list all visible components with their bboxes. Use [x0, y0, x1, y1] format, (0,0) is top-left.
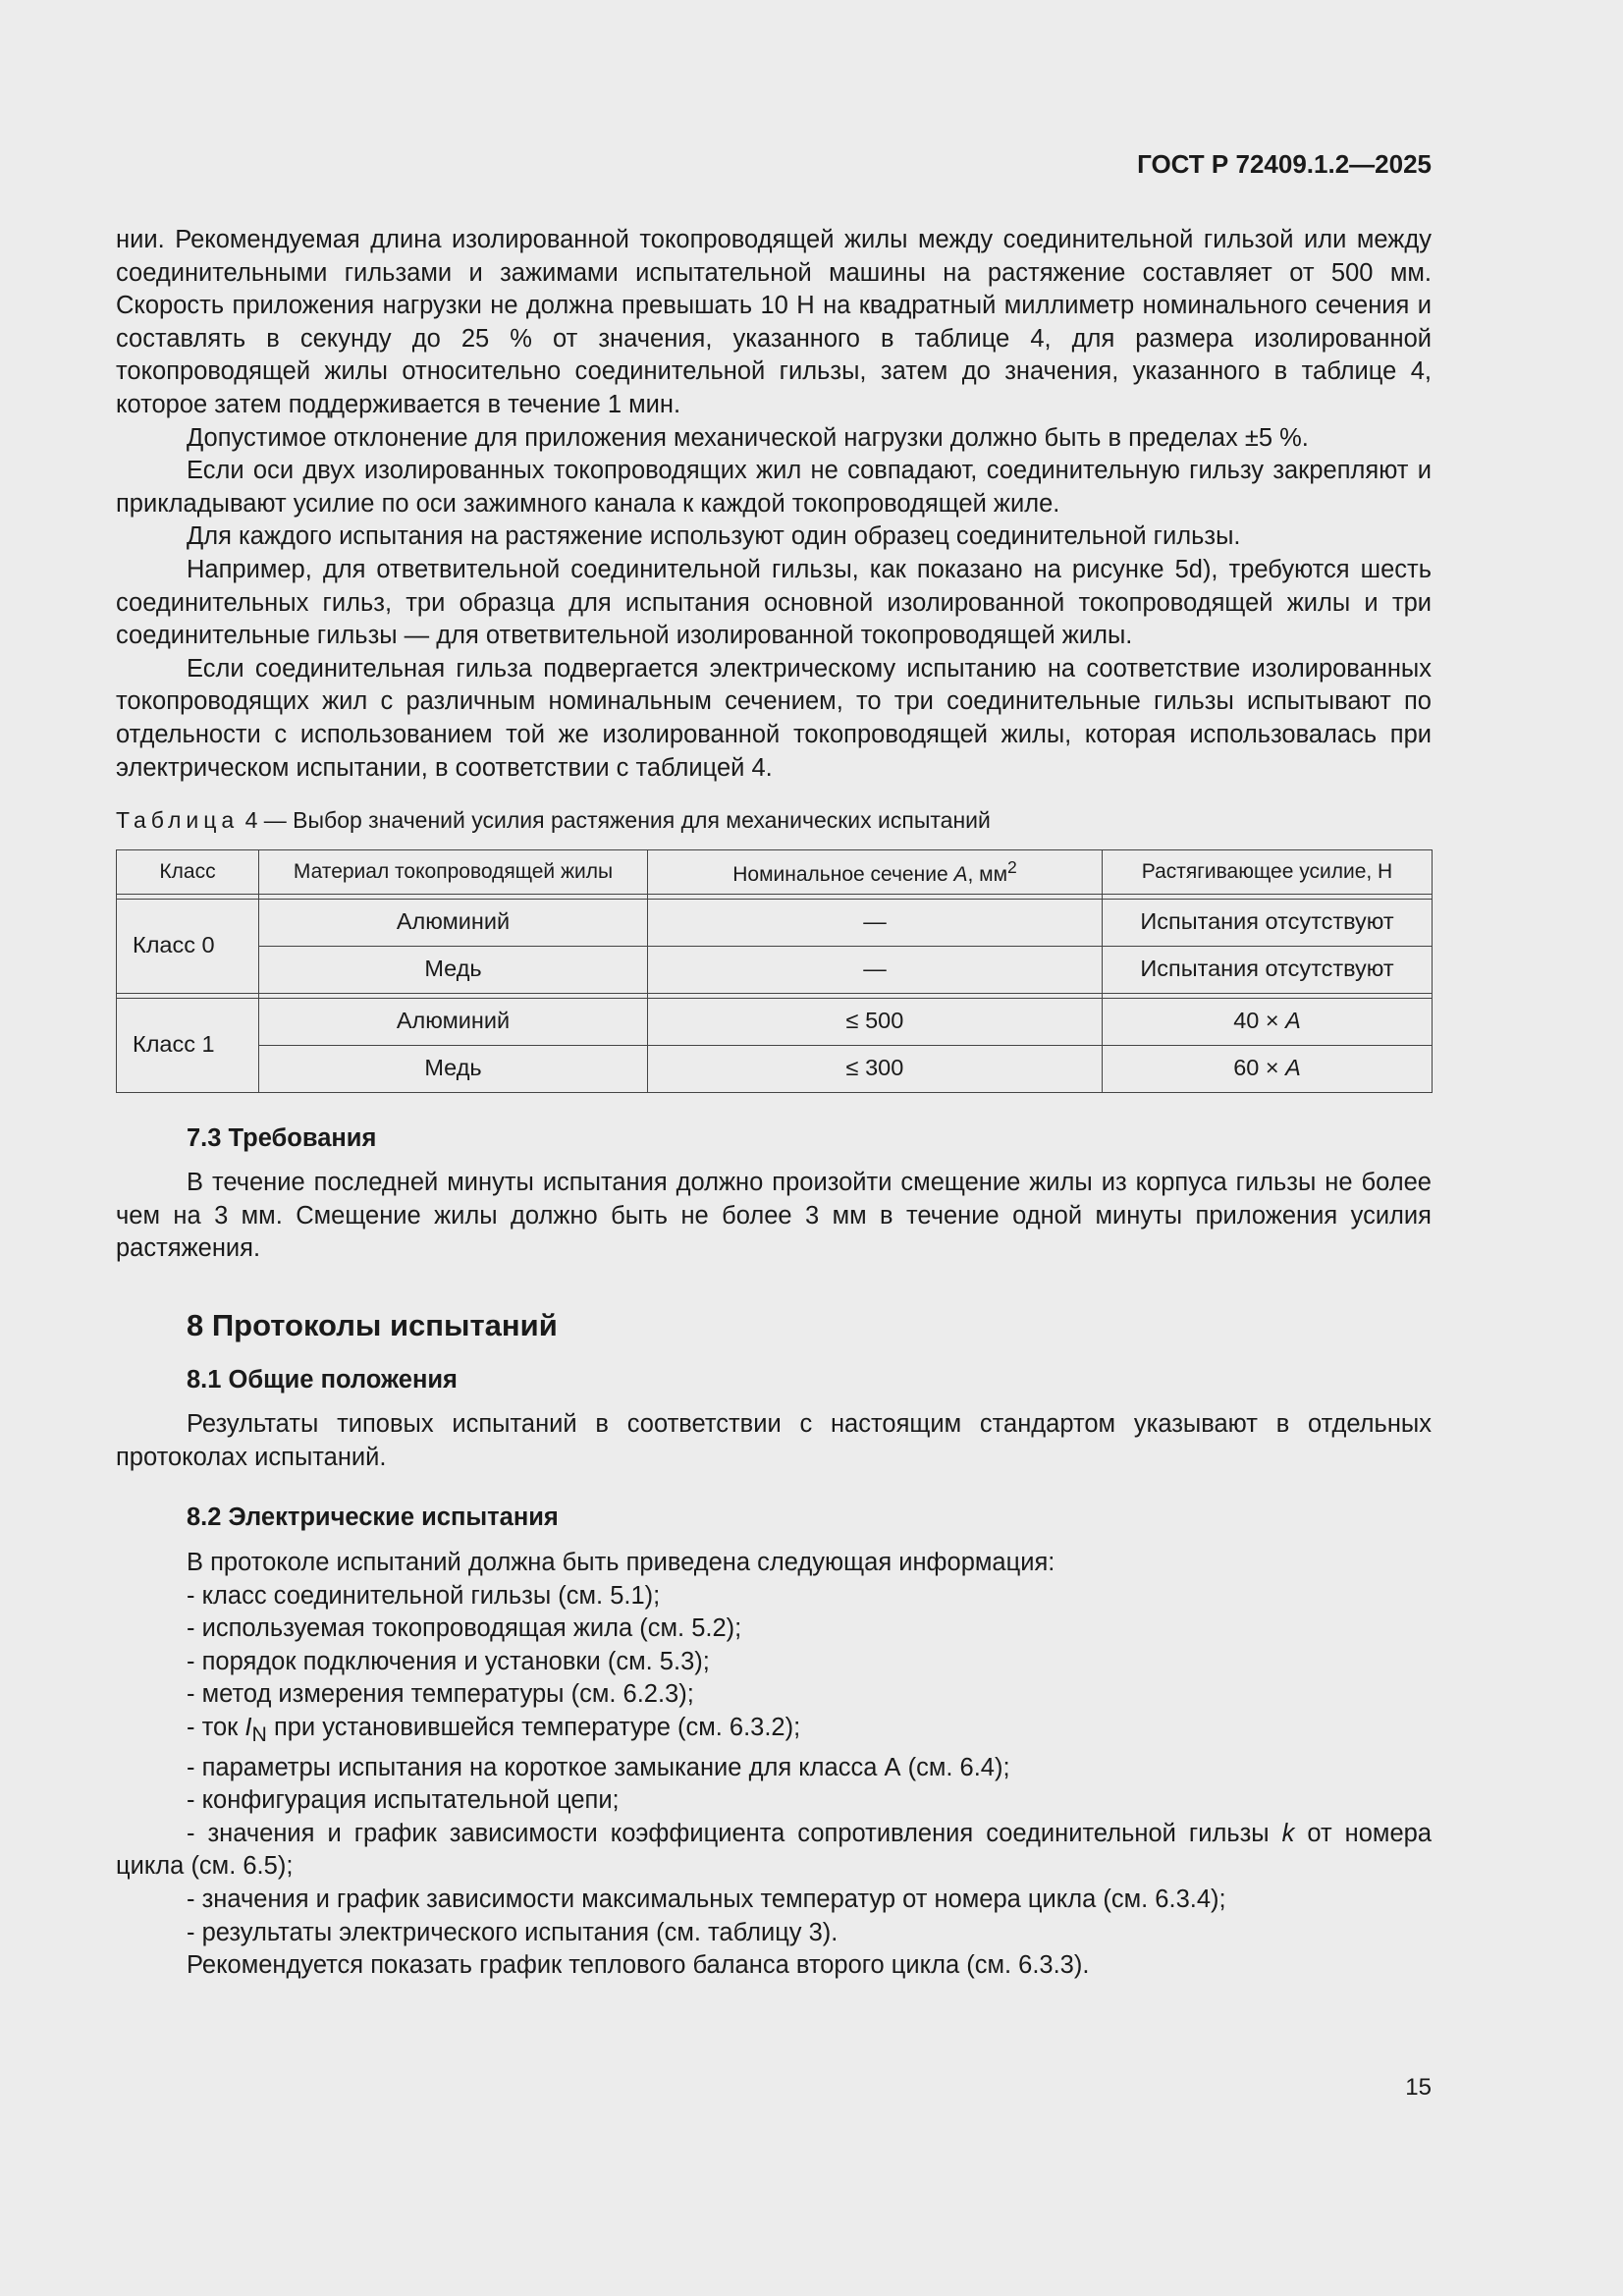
paragraph: Рекомендуется показать график теплового баланса второго цикла (см. 6.3.3). — [187, 1951, 1090, 1980]
list-item: - используемая токопроводящая жила (см. 5.2); — [187, 1614, 742, 1643]
header-material: Материал токопроводящей жилы — [259, 849, 648, 894]
paragraph: Если соединительная гильза подвергается электрическому испытанию на соответствие изолированных токопроводящих жил с различным номинальным сечением, то три соединительные гильзы испытывают по отдельности с использованием той же изолированной токопроводящей жилы, которая использовалась при электрическом испытании, в соответствии с таблицей 4. — [116, 654, 1432, 782]
cell-material: Медь — [259, 1045, 648, 1092]
paragraph: нии. Рекомендуемая длина изолированной токопроводящей жилы между соединительной гильзой или между соединительными гильзами и зажимами испытательной машины на растяжение составляет от 500 мм. Скорость приложения нагрузки не должна превышать 10 Н на квадратный миллиметр номинального сечения и составлять в секунду до 25 % от значения, указанного в таблице 4, для размера изолированной токопроводящей жилы относительно соединительной гильзы, затем до значения, указанного в таблице 4, которое затем поддерживается в течение 1 мин. — [116, 226, 1432, 418]
list-intro: В протоколе испытаний должна быть приведена следующая информация: — [187, 1549, 1055, 1577]
cell-force: Испытания отсутствуют — [1103, 899, 1433, 946]
table-row — [117, 946, 1433, 993]
cell-section: ≤ 500 — [648, 998, 1103, 1045]
cell-material: Алюминий — [259, 899, 648, 946]
cell-force: Испытания отсутствуют — [1103, 946, 1433, 993]
table-row — [117, 998, 1433, 1045]
list-item: - класс соединительной гильзы (см. 5.1); — [187, 1581, 661, 1610]
table-caption-text: 4 — Выбор значений усилия растяжения для механических испытаний — [244, 807, 991, 834]
paragraph: Если оси двух изолированных токопроводящих жил не совпадают, соединительную гильзу закрепляют и прикладывают усилие по оси зажимного канала к каждой токопроводящей жиле. — [116, 457, 1432, 518]
cell-material: Медь — [259, 946, 648, 993]
cell-section: — — [648, 899, 1103, 946]
list-item: - конфигурация испытательной цепи; — [187, 1786, 620, 1815]
section-heading-8-2: 8.2 Электрические испытания — [187, 1503, 559, 1532]
cell-force: 60 × A — [1103, 1045, 1433, 1092]
paragraph: Результаты типовых испытаний в соответствии с настоящим стандартом указывают в отдельных протоколах испытаний. — [116, 1410, 1432, 1471]
section-heading-8-1: 8.1 Общие положения — [187, 1365, 458, 1394]
page-number: 15 — [1405, 2074, 1432, 2101]
paragraph: Например, для ответвительной соединительной гильзы, как показано на рисунке 5d), требуются шесть соединительных гильз, три образца для испытания основной изолированной токопроводящей жилы и три соединительные гильзы — для ответвительной изолированной токопроводящей жилы. — [116, 555, 1432, 650]
list-item: - значения и график зависимости коэффициента сопротивления соединительной гильзы k от номера цикла (см. 6.5); — [116, 1819, 1433, 1881]
paragraph: В течение последней минуты испытания должно произойти смещение жилы из корпуса гильзы не более чем на 3 мм. Смещение жилы должно быть не более 3 мм в течение одной минуты приложения усилия растяжения. — [116, 1169, 1432, 1263]
list-item: - порядок подключения и установки (см. 5.3); — [187, 1647, 710, 1675]
cell-class: Класс 1 — [117, 998, 259, 1092]
table-caption — [116, 804, 1432, 838]
cell-force: 40 × A — [1103, 998, 1433, 1045]
table-row — [117, 1045, 1433, 1092]
page-content — [116, 224, 1432, 1983]
document-id: ГОСТ Р 72409.1.2—2025 — [1137, 149, 1432, 179]
list-item: - ток $I_N$ при установившейся температуре (см. 6.3.2); — [187, 1714, 801, 1747]
paragraph: Допустимое отклонение для приложения механической нагрузки должно быть в пределах ±5 %. — [187, 423, 1309, 452]
section-heading-7-3: 7.3 Требования — [187, 1123, 377, 1152]
list-item: - параметры испытания на короткое замыкание для класса А (см. 6.4); — [187, 1753, 1010, 1781]
table-header-row — [117, 849, 1433, 894]
cell-section: ≤ 300 — [648, 1045, 1103, 1092]
table-caption-word: Таблица — [116, 807, 240, 834]
section-heading-8: 8 Протоколы испытаний — [187, 1308, 558, 1343]
list-item: - метод измерения температуры (см. 6.2.3); — [187, 1680, 694, 1709]
cell-material: Алюминий — [259, 998, 648, 1045]
table-4 — [116, 849, 1433, 1093]
header-force: Растягивающее усилие, Н — [1103, 849, 1433, 894]
cell-class: Класс 0 — [117, 899, 259, 993]
list-item: - значения и график зависимости максимальных температур от номера цикла (см. 6.3.4); — [187, 1886, 1226, 1914]
header-class: Класс — [117, 849, 259, 894]
list-item: - результаты электрического испытания (см. таблицу 3). — [187, 1918, 839, 1946]
table-row — [117, 899, 1433, 946]
paragraph: Для каждого испытания на растяжение используют один образец соединительной гильзы. — [187, 522, 1241, 551]
header-section: Номинальное сечение A, $мм^2$ — [648, 849, 1103, 894]
cell-section: — — [648, 946, 1103, 993]
